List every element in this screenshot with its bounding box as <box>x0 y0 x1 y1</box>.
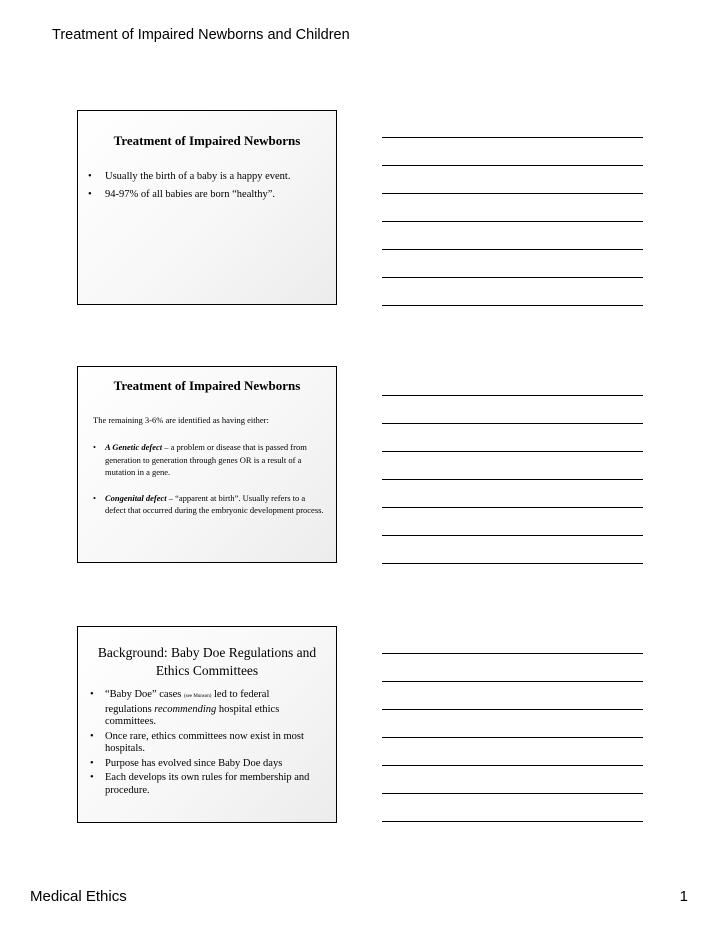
note-line <box>382 535 643 536</box>
note-line <box>382 305 643 306</box>
slide-intro: The remaining 3-6% are identified as having either: <box>93 415 269 425</box>
term: Congenital defect <box>105 492 167 503</box>
slide-2 <box>77 366 337 563</box>
bullet-list <box>88 169 316 202</box>
slide-title: Treatment of Impaired Newborns <box>113 378 301 393</box>
note-line <box>382 737 643 738</box>
bullet-icon: • <box>88 189 92 200</box>
bullet-list <box>90 689 316 797</box>
note-line <box>382 765 643 766</box>
bullet-item: • Each develops its own rules for membership and procedure. <box>90 772 310 796</box>
note-line <box>382 277 643 278</box>
bullet-icon: • <box>90 689 94 700</box>
bullet-icon: • <box>90 757 94 769</box>
note-line <box>382 137 643 138</box>
note-line <box>382 681 643 682</box>
bullet-item: • Once rare, ethics committees now exist in most hospitals. <box>90 730 304 754</box>
page-header: Treatment of Impaired Newborns and Children <box>52 27 350 43</box>
note-line <box>382 221 643 222</box>
bullet-item: • Purpose has evolved since Baby Doe days <box>90 757 283 769</box>
bullet-list <box>93 441 324 517</box>
bullet-item: • A Genetic defect – a problem or disease that is passed from generation to generation through genes OR is a result of a mutation in a gene. <box>93 442 307 477</box>
bullet-icon: • <box>93 492 96 503</box>
term: A Genetic defect <box>105 442 163 452</box>
note-line <box>382 249 643 250</box>
note-line <box>382 423 643 424</box>
page-footer: Medical Ethics <box>30 888 127 905</box>
note-line <box>382 395 643 396</box>
page-number: 1 <box>679 888 688 905</box>
note-line <box>382 165 643 166</box>
note-line <box>382 563 643 564</box>
bullet-item: • Usually the birth of a baby is a happy event. <box>88 171 291 182</box>
note-line <box>382 653 643 654</box>
bullet-icon: • <box>90 772 94 783</box>
bullet-icon: • <box>88 171 92 182</box>
note-line <box>382 479 643 480</box>
slide-1 <box>77 110 337 305</box>
note-line <box>382 451 643 452</box>
note-line <box>382 821 643 822</box>
slide-title: Background: Baby Doe Regulations and Ethics Committees <box>97 645 317 678</box>
bullet-item: • 94-97% of all babies are born “healthy”. <box>88 189 275 200</box>
bullet-icon: • <box>90 730 94 742</box>
bullet-icon: • <box>93 442 96 452</box>
note-line <box>382 709 643 710</box>
bullet-item: • “Baby Doe” cases (see Munson) led to federal regulations recommending hospital ethics committees. <box>90 689 280 727</box>
citation: (see Munson) <box>184 694 212 699</box>
slide-title: Treatment of Impaired Newborns <box>113 133 301 148</box>
slide-3 <box>77 626 337 823</box>
note-line <box>382 507 643 508</box>
note-line <box>382 793 643 794</box>
note-line <box>382 193 643 194</box>
bullet-item: • Congenital defect – “apparent at birth”. Usually refers to a defect that occurred during the embryonic development process. <box>93 492 324 515</box>
